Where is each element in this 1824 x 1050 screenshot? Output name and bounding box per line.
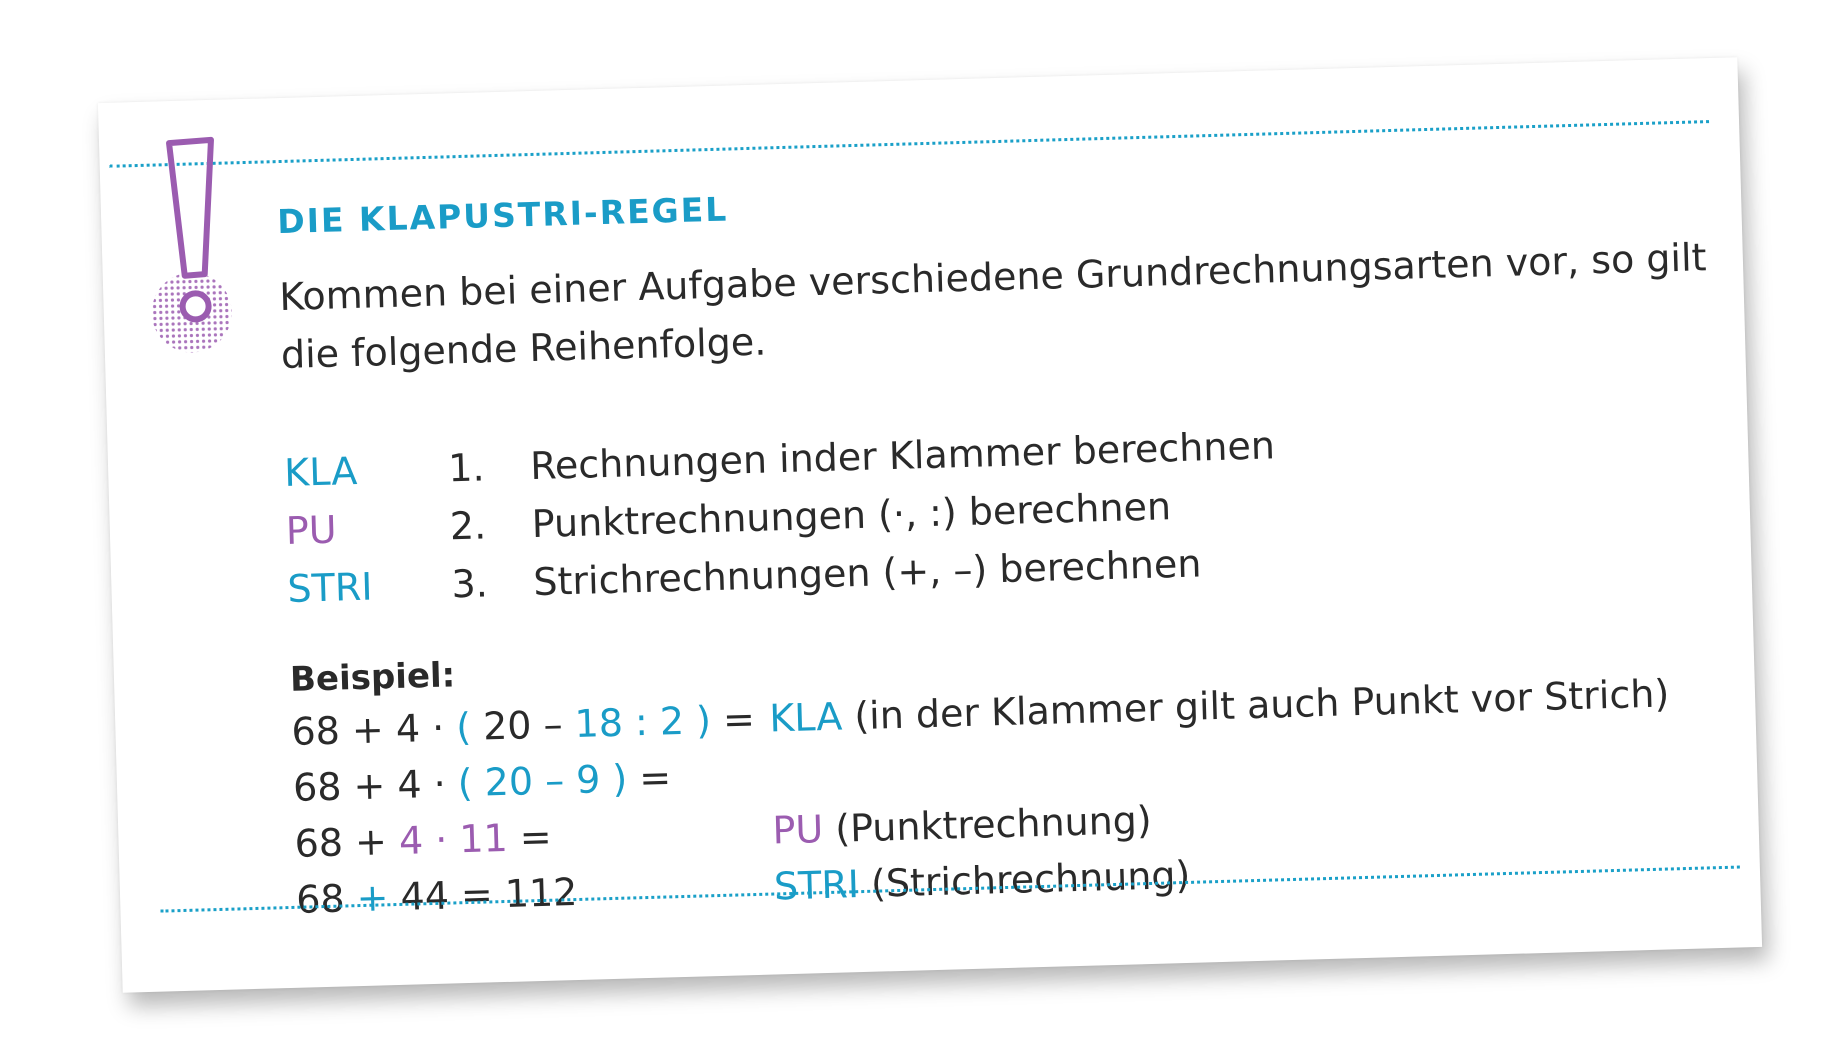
- eq-part: =: [626, 755, 672, 801]
- eq-part: 68 +: [294, 818, 400, 866]
- eq-highlight: +: [356, 875, 390, 921]
- note-abbr: STRI: [773, 862, 860, 909]
- note-abbr: PU: [771, 807, 824, 853]
- example-line-1: [291, 697, 756, 754]
- exclamation-icon: [135, 133, 251, 356]
- note-text: (Strichrechnung): [858, 852, 1191, 907]
- eq-part: =: [507, 814, 553, 860]
- eq-part: 68 + 4 ·: [292, 761, 459, 810]
- eq-part: =: [710, 696, 756, 743]
- eq-part: 68 + 4 ·: [290, 705, 457, 754]
- rule-text: Rechnungen inder Klammer berechnen: [529, 423, 1276, 489]
- example-label: Beispiel:: [289, 655, 456, 700]
- rule-number: 1.: [447, 445, 486, 491]
- eq-highlight: ( 20 – 9 ): [457, 756, 628, 806]
- eq-part: 20 –: [470, 702, 576, 749]
- rule-abbr: STRI: [286, 564, 374, 611]
- eq-bracket: ): [683, 698, 712, 743]
- example-line-3: [294, 815, 552, 866]
- example-line-4: [296, 870, 578, 922]
- eq-part: 68: [295, 876, 358, 922]
- eq-highlight: 4 · 11: [398, 815, 509, 863]
- rule-text: Strichrechnungen (+, –) berechnen: [532, 541, 1202, 605]
- rule-card: [98, 57, 1762, 992]
- eq-part: 44 = 112: [387, 869, 578, 920]
- eq-bracket: (: [455, 704, 472, 750]
- example-note-kla: [769, 671, 1670, 740]
- rule-abbr: PU: [285, 507, 338, 553]
- rule-text: Punktrechnungen (·, :) berechnen: [531, 484, 1172, 547]
- example-line-2: [292, 755, 671, 810]
- example-note-pu: [772, 798, 1152, 853]
- rule-abbr: KLA: [283, 448, 358, 496]
- rule-number: 2.: [449, 503, 487, 549]
- note-text: (Punktrechnung): [822, 797, 1153, 852]
- note-text: (in der Klammer gilt auch Punkt vor Strich): [841, 671, 1670, 739]
- note-abbr: KLA: [768, 694, 843, 741]
- rule-title: DIE KLAPUSTRI-REGEL: [276, 189, 729, 242]
- rule-list: [283, 416, 1278, 618]
- rule-number: 3.: [450, 561, 489, 607]
- eq-highlight: 18 : 2: [573, 698, 685, 746]
- intro-text: Kommen bei einer Aufgabe verschiedene Grundrechnungsarten vor, so gilt die folgende Reihenfolge.: [278, 235, 1708, 378]
- top-dotted-divider: [110, 120, 1709, 168]
- example-note-stri: [773, 853, 1190, 909]
